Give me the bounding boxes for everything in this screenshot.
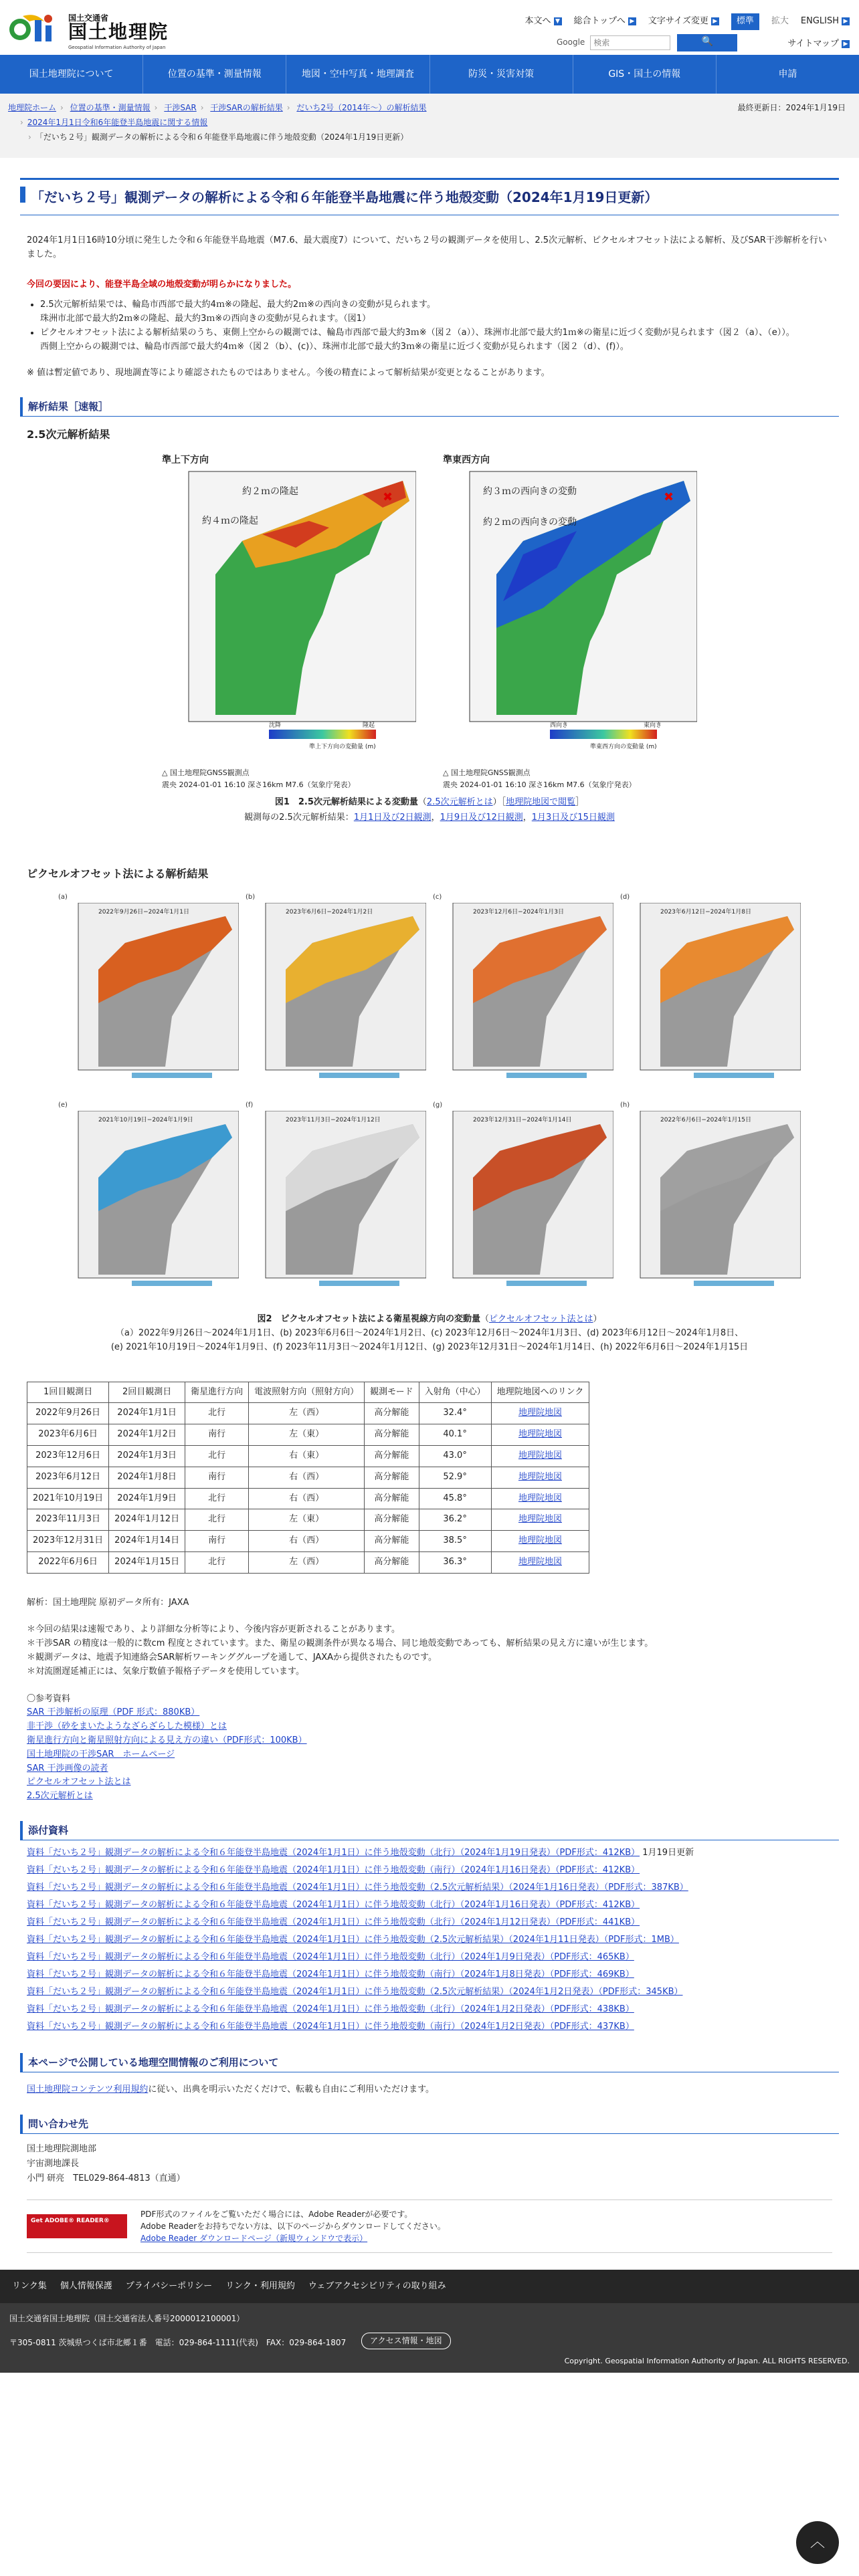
footer-links — [0, 2270, 859, 2303]
panel-tag: (d) — [620, 893, 630, 901]
arrow-right-icon: ▶ — [842, 40, 850, 48]
table-cell: 36.3° — [419, 1551, 491, 1573]
org-en-label: Geospatial Information Authority of Japan — [68, 45, 166, 50]
epicenter-icon: ✖ — [664, 490, 674, 505]
figure2-caption: 図2 ピクセルオフセット法による衛星視線方向の変動量（ピクセルオフセット法とは） — [257, 1314, 602, 1325]
pixel-offset-heading: ピクセルオフセット法による解析結果 — [27, 867, 209, 880]
figure2-panel[interactable] — [620, 1100, 801, 1297]
table-cell — [491, 1467, 589, 1488]
english-link[interactable] — [801, 15, 850, 29]
caption-text: 観測毎の2.5次元解析結果： — [244, 813, 354, 823]
panel-map — [433, 903, 613, 1083]
figure2-panel[interactable] — [246, 1100, 426, 1297]
ref-link[interactable]: SAR 干渉解析の原理（PDF 形式：880KB） — [27, 1707, 200, 1718]
breadcrumb-separator: › — [20, 118, 23, 127]
attachment-item — [27, 1844, 832, 1862]
table-cell: 南行 — [185, 1531, 249, 1552]
table-row — [27, 1531, 589, 1552]
table-cell: 2023年12月31日 — [27, 1531, 109, 1552]
attachment-item — [27, 1914, 832, 1931]
nav-item-about[interactable]: 国土地理院について — [0, 55, 143, 94]
table-cell: 右（西） — [249, 1531, 365, 1552]
adobe-reader-badge[interactable]: Get ADOBE® READER® — [27, 2214, 127, 2238]
google-label: Google — [557, 37, 585, 47]
legend-quake: 震央 2024-01-01 16:10 深さ16km M7.6（気象庁発表） — [162, 780, 355, 789]
table-cell: 2024年1月14日 — [109, 1531, 185, 1552]
figure2-dates-2: (e) 2021年10月19日〜2024年1月9日、(f) 2023年11月3日〜2024年1月12日、(g) 2023年12月31日〜2024年1月14日、(h) 2022年6月6日〜2024年1月15日 — [110, 1341, 749, 1352]
annotation-4m-uplift: 約４ｍの隆起 — [202, 516, 258, 527]
figure2-panel[interactable] — [620, 892, 801, 1089]
table-cell — [491, 1551, 589, 1573]
table-row — [27, 1445, 589, 1467]
attachment-note: 1月19日更新 — [642, 1848, 694, 1858]
gsi-map-link[interactable]: 地理院地図 — [518, 1429, 562, 1440]
summary-text: 2.5次元解析結果では、輪島市西部で最大約4ｍ※の隆起、最大約2ｍ※の西向きの変動が見られます。 — [40, 300, 436, 310]
panel-title: 2023年12月31日−2024年1月14日 — [473, 1117, 572, 1124]
panel-tag: (a) — [58, 893, 68, 901]
analysis-25d-heading: 2.5次元解析結果 — [27, 428, 110, 441]
table-cell: 高分解能 — [365, 1488, 419, 1509]
table-row — [27, 1424, 589, 1446]
table-cell: 2024年1月3日 — [109, 1445, 185, 1467]
sitemap-label: サイトマップ — [787, 39, 839, 49]
table-cell: 2024年1月8日 — [109, 1467, 185, 1488]
back-to-top-button[interactable] — [796, 2521, 839, 2564]
org-label: 国土地理院 — [68, 21, 169, 43]
attachment-item — [27, 1983, 832, 2001]
panel-title: 2022年6月6日−2024年1月15日 — [660, 1117, 751, 1124]
attachment-link[interactable]: 資料「だいち２号」観測データの解析による令和６年能登半島地震（2024年1月1日）に伴う地殻変動（南行）（2024年1月16日発表）（PDF形式：412KB） — [27, 1865, 640, 1876]
figure1-caption: 図1 2.5次元解析結果による変動量（2.5次元解析とは）［地理院地図で閲覧］ — [274, 797, 585, 808]
references-heading: 〇参考資料 — [27, 1693, 71, 1704]
breadcrumb-survey[interactable]: 位置の基準・測量情報 — [70, 103, 151, 112]
panel-title: 2021年10月19日−2024年1月9日 — [98, 1117, 193, 1124]
table-cell: 32.4° — [419, 1403, 491, 1424]
note-item: ＊観測データは、地震予知連絡会SAR解析ワーキンググループを通して、JAXAから提供されたものです。 — [27, 1652, 437, 1663]
color-scale-bar — [550, 730, 657, 739]
table-cell: 南行 — [185, 1424, 249, 1446]
adobe-download-link[interactable]: Adobe Reader ダウンロードページ（新規ウィンドウで表示） — [140, 2233, 368, 2243]
table-header: 2回目観測日 — [109, 1382, 185, 1403]
figure2-panel[interactable] — [246, 892, 426, 1089]
copyright: Copyright. Geospatial Information Authority of Japan. ALL RIGHTS RESERVED. — [564, 2357, 850, 2365]
footer-info — [0, 2303, 859, 2373]
table-row — [27, 1551, 589, 1573]
attachments-list — [27, 1844, 832, 2036]
table-cell: 左（西） — [249, 1551, 365, 1573]
link-obs-1[interactable]: 1月1日及び2日観測 — [353, 813, 432, 823]
page-title: 「だいち２号」観測データの解析による令和６年能登半島地震に伴う地殻変動（2024年1月19日更新） — [20, 178, 839, 215]
link-obs-3[interactable]: 1月3日及び15日観測 — [531, 813, 615, 823]
access-button[interactable]: アクセス情報・地図 — [361, 2333, 451, 2349]
nav-item-apply[interactable]: 申請 — [778, 68, 797, 80]
skip-to-content-link[interactable] — [525, 15, 562, 29]
panel-tag: (b) — [246, 893, 256, 901]
nav-item-maps[interactable]: 地図・空中写真・地理調査 — [286, 55, 430, 94]
breadcrumb — [0, 94, 859, 158]
gsi-map-link[interactable]: 地理院地図 — [518, 1514, 562, 1525]
figure1-eastwest — [443, 453, 697, 790]
caption-text: 図1 2.5次元解析結果による変動量 — [274, 797, 418, 808]
attachment-item — [27, 1931, 832, 1949]
observation-table — [27, 1382, 589, 1574]
table-cell: 南行 — [185, 1467, 249, 1488]
figure2-panel[interactable] — [58, 892, 239, 1089]
annotation-2m-west: 約２ｍの西向きの変動 — [483, 517, 577, 528]
font-large-button[interactable]: 拡大 — [771, 16, 789, 26]
usage-text — [27, 2083, 832, 2097]
gsi-map-link[interactable]: 地理院地図 — [518, 1450, 562, 1461]
panel-map — [620, 903, 801, 1083]
table-cell — [491, 1509, 589, 1531]
table-cell: 北行 — [185, 1509, 249, 1531]
caption-text: 図2 ピクセルオフセット法による衛星視線方向の変動量 — [257, 1314, 480, 1325]
arrow-down-icon: ▼ — [554, 17, 562, 25]
table-cell: 高分解能 — [365, 1403, 419, 1424]
legend-gnss: △ 国土地理院GNSS観測点 — [443, 768, 531, 778]
search-box — [557, 35, 757, 51]
arrow-right-icon: ▶ — [628, 17, 636, 25]
summary-text: 珠洲市北部で最大約2ｍ※の隆起、最大約3ｍ※の西向きの変動が見られます。（図1） — [40, 314, 371, 324]
table-row — [27, 1488, 589, 1509]
summary-list — [40, 298, 832, 354]
table-cell: 2023年12月6日 — [27, 1445, 109, 1467]
table-cell: 北行 — [185, 1403, 249, 1424]
attachment-link[interactable]: 資料「だいち２号」観測データの解析による令和６年能登半島地震（2024年1月1日）に伴う地殻変動（南行）（2024年1月2日発表）（PDF形式：437KB） — [27, 2022, 634, 2032]
table-cell — [491, 1531, 589, 1552]
panel-tag: (e) — [58, 1101, 68, 1109]
ref-link[interactable]: ピクセルオフセット法とは — [27, 1777, 131, 1788]
table-cell: 高分解能 — [365, 1509, 419, 1531]
panel-map — [58, 1111, 239, 1291]
search-input[interactable] — [590, 35, 670, 50]
scale-label: 準上下方向の変動量 (m) — [309, 744, 376, 751]
table-cell: 左（東） — [249, 1509, 365, 1531]
table-cell — [491, 1403, 589, 1424]
summary-text: ピクセルオフセット法による解析結果のうち、東側上空からの観測では、輪島市西部で最大約3ｍ※（図２（a））、珠洲市北部で最大約1ｍ※の衛星に近づく変動が見られます（図２（a）、（e））。 — [40, 327, 795, 338]
table-cell: 北行 — [185, 1445, 249, 1467]
panel-map — [620, 1111, 801, 1291]
table-cell: 右（東） — [249, 1445, 365, 1467]
main-content — [0, 178, 859, 2253]
breadcrumb-separator: › — [154, 103, 158, 112]
table-cell: 右（西） — [249, 1467, 365, 1488]
attachments-heading: 添付資料 — [20, 1821, 839, 1840]
eastwest-label: 準東西方向 — [443, 454, 490, 465]
table-cell: 2021年10月19日 — [27, 1488, 109, 1509]
top-links — [525, 13, 850, 30]
attachment-item — [27, 2001, 832, 2018]
chevron-up-icon: ︿ — [809, 2534, 825, 2551]
gsi-map-link[interactable]: 地理院地図 — [518, 1408, 562, 1418]
attachment-link[interactable]: 資料「だいち２号」観測データの解析による令和６年能登半島地震（2024年1月1日）に伴う地殻変動（北行）（2024年1月2日発表）（PDF形式：438KB） — [27, 2004, 634, 2015]
table-cell: 2024年1月12日 — [109, 1509, 185, 1531]
subsidence-label: 沈降 — [269, 722, 282, 730]
breadcrumb-sar[interactable]: 干渉SAR — [164, 103, 197, 112]
panel-title: 2023年6月12日−2024年1月8日 — [660, 908, 751, 916]
table-cell: 高分解能 — [365, 1531, 419, 1552]
usage-heading: 本ページで公開している地理空間情報のご利用について — [20, 2053, 839, 2072]
figure2-panel[interactable] — [433, 1100, 613, 1297]
table-row — [27, 1467, 589, 1488]
ref-link[interactable]: SAR 干渉画像の読者 — [27, 1763, 108, 1774]
gsi-map-link[interactable]: 地理院地図 — [518, 1535, 562, 1546]
attachment-item — [27, 1879, 832, 1897]
epicenter-icon: ✖ — [383, 490, 393, 505]
table-row — [27, 1509, 589, 1531]
attachment-link[interactable]: 資料「だいち２号」観測データの解析による令和６年能登半島地震（2024年1月1日）に伴う地殻変動（南行）（2024年1月8日発表）（PDF形式：469KB） — [27, 1969, 634, 1980]
font-size-link[interactable] — [648, 15, 719, 29]
west-label: 西向き — [550, 722, 569, 730]
annotation-2m-uplift: 約２ｍの隆起 — [242, 486, 298, 498]
english-label: ENGLISH — [800, 16, 839, 26]
summary-item — [40, 298, 832, 326]
link-view-map[interactable]: 地理院地図で閲覧 — [506, 797, 576, 808]
table-cell: 高分解能 — [365, 1445, 419, 1467]
intro-text: 2024年1月1日16時10分頃に発生した令和６年能登半島地震（M7.6、最大震度7）について、だいち２号の観測データを使用し、2.5次元解析、ピクセルオフセット法による解析、及びSAR干渉解析を行いました。 — [27, 235, 827, 259]
search-icon: 🔍 — [701, 36, 714, 47]
table-cell: 2023年6月12日 — [27, 1467, 109, 1488]
table-cell: 52.9° — [419, 1467, 491, 1488]
table-cell: 北行 — [185, 1488, 249, 1509]
breadcrumb-separator: › — [60, 103, 64, 112]
table-cell: 北行 — [185, 1551, 249, 1573]
references — [27, 1693, 832, 1804]
gsi-map-link[interactable]: 地理院地図 — [518, 1556, 562, 1567]
table-row — [27, 1403, 589, 1424]
contact-line: 宇宙測地課長 — [27, 2158, 80, 2169]
table-cell: 2022年9月26日 — [27, 1403, 109, 1424]
attachment-link[interactable]: 資料「だいち２号」観測データの解析による令和６年能登半島地震（2024年1月1日）に伴う地殻変動（北行）（2024年1月9日発表）（PDF形式：465KB） — [27, 1952, 634, 1963]
nav-item-disaster[interactable]: 防災・災害対策 — [430, 55, 573, 94]
site-header — [0, 0, 859, 55]
table-cell: 2024年1月9日 — [109, 1488, 185, 1509]
attachment-item — [27, 2018, 832, 2036]
home-top-label: 総合トップへ — [573, 16, 626, 26]
table-cell — [491, 1488, 589, 1509]
panel-title: 2022年9月26日−2024年1月1日 — [98, 908, 189, 916]
figure2-panel[interactable] — [58, 1100, 239, 1297]
link-pixel-offset-about[interactable]: ピクセルオフセット法とは — [489, 1314, 593, 1325]
table-cell: 高分解能 — [365, 1424, 419, 1446]
ref-link[interactable]: 2.5次元解析とは — [27, 1791, 93, 1802]
note-item: ＊今回の結果は速報であり、より詳細な分析等により、今後内容が更新されることがあります。 — [27, 1624, 400, 1635]
table-cell — [491, 1424, 589, 1446]
gsi-logo-icon — [9, 12, 64, 43]
table-cell: 2023年6月6日 — [27, 1424, 109, 1446]
breadcrumb-separator: › — [28, 132, 31, 142]
panel-title: 2023年11月3日−2024年1月12日 — [286, 1117, 381, 1124]
notes-list — [27, 1623, 832, 1679]
table-cell: 2024年1月15日 — [109, 1551, 185, 1573]
provisional-note: ※ 値は暫定値であり、現地調査等により確認されたものではありません。今後の精査によって解析結果が変更となることがあります。 — [27, 367, 550, 378]
summary-item — [40, 326, 832, 354]
breadcrumb-separator: › — [286, 103, 290, 112]
panel-map — [433, 1111, 613, 1291]
eastwest-displacement-map[interactable] — [443, 467, 697, 762]
figure2-grid — [20, 892, 839, 1297]
footer-link[interactable]: ウェブアクセシビリティの取り組み — [308, 2280, 446, 2291]
table-cell: 2024年1月1日 — [109, 1403, 185, 1424]
contact-heading: 問い合わせ先 — [20, 2115, 839, 2134]
note-item: ＊対流圏遅延補正には、気象庁数値予報格子データを使用しています。 — [27, 1666, 304, 1677]
summary-text: 西側上空からの観測では、輪島市西部で最大約4ｍ※（図２（b）、(c)）、珠洲市北部で最大約3ｍ※の衛星に近づく変動が見られます（図２（d）、(f)）。 — [40, 341, 629, 352]
contact-info — [27, 2142, 832, 2186]
attachment-item — [27, 1966, 832, 1983]
table-cell: 45.8° — [419, 1488, 491, 1509]
adobe-text: PDF形式のファイルをご覧いただく場合には、Adobe Readerが必要です。 — [140, 2209, 413, 2219]
table-cell: 40.1° — [419, 1424, 491, 1446]
table-header: 観測モード — [365, 1382, 419, 1403]
adobe-text: Adobe Readerをお持ちでない方は、以下のページからダウンロードしてください。 — [140, 2221, 446, 2231]
panel-title: 2023年12月6日−2024年1月3日 — [473, 908, 564, 916]
uplift-label: 隆起 — [363, 722, 375, 730]
table-cell: 2022年6月6日 — [27, 1551, 109, 1573]
footer-address: 〒305-0811 茨城県つくば市北郷１番 電話：029-864-1111(代表) FAX：029-864-1807 — [9, 2338, 347, 2347]
ref-link[interactable]: 衛星進行方向と衛星照射方向による見え方の違い（PDF形式：100KB） — [27, 1735, 307, 1746]
panel-tag: (h) — [620, 1101, 630, 1109]
breadcrumb-home[interactable]: 地理院ホーム — [8, 103, 57, 112]
attachment-link[interactable]: 資料「だいち２号」観測データの解析による令和６年能登半島地震（2024年1月1日）に伴う地殻変動（2.5次元解析結果）（2024年1月11日発表）（PDF形式：1MB） — [27, 1935, 679, 1945]
legend-gnss: △ 国土地理院GNSS観測点 — [162, 768, 250, 778]
table-cell: 38.5° — [419, 1531, 491, 1552]
home-top-link[interactable] — [574, 15, 636, 29]
legend-quake: 震央 2024-01-01 16:10 深さ16km M7.6（気象庁発表） — [443, 780, 636, 789]
link-obs-2[interactable]: 1月9日及び12日観測 — [440, 813, 523, 823]
skip-label: 本文へ — [524, 16, 551, 26]
sitemap-link[interactable] — [787, 37, 850, 51]
table-cell: 高分解能 — [365, 1551, 419, 1573]
site-logo[interactable] — [9, 8, 223, 49]
vertical-label: 準上下方向 — [162, 454, 209, 465]
table-cell: 36.2° — [419, 1509, 491, 1531]
ref-link[interactable]: 国土地理院の干渉SAR ホームページ — [27, 1749, 175, 1759]
gsi-map-link[interactable]: 地理院地図 — [518, 1493, 562, 1503]
gsi-map-link[interactable]: 地理院地図 — [518, 1471, 562, 1482]
footer-link[interactable]: リンク・利用規約 — [225, 2280, 295, 2291]
attachment-item — [27, 1949, 832, 1966]
table-cell — [491, 1445, 589, 1467]
attachment-link[interactable]: 資料「だいち２号」観測データの解析による令和６年能登半島地震（2024年1月1日）に伴う地殻変動（北行）（2024年1月12日発表）（PDF形式：441KB） — [27, 1917, 640, 1928]
arrow-right-icon: ▶ — [711, 17, 719, 25]
adobe-box — [27, 2199, 832, 2253]
nav-item-survey[interactable]: 位置の基準・測量情報 — [143, 55, 286, 94]
figure1-vertical — [162, 453, 416, 790]
attachment-link[interactable]: 資料「だいち２号」観測データの解析による令和６年能登半島地震（2024年1月1日）に伴う地殻変動（2.5次元解析結果）（2024年1月2日発表）（PDF形式：345KB） — [27, 1987, 683, 1998]
analysis-credit: 解析：国土地理院 原初データ所有：JAXA — [27, 1597, 189, 1608]
annotation-3m-west: 約３ｍの西向きの変動 — [483, 486, 577, 498]
footer-link[interactable]: 個人情報保護 — [60, 2280, 112, 2291]
nav-item-gis[interactable]: GIS・国土の情報 — [573, 55, 717, 94]
global-nav — [0, 55, 859, 94]
table-header-row — [27, 1382, 589, 1403]
table-cell: 右（西） — [249, 1488, 365, 1509]
contact-line: 国土地理院測地部 — [27, 2143, 97, 2154]
footer-link[interactable]: プライバシーポリシー — [125, 2280, 213, 2291]
results-heading: 解析結果［速報］ — [20, 397, 839, 417]
note-item: ＊干渉SAR の精度は一般的に数cm 程度とされています。また、衛星の観測条件が異なる場合、同じ地殻変動であっても、解析結果の見え方に違いが生じます。 — [27, 1638, 654, 1649]
table-cell: 高分解能 — [365, 1467, 419, 1488]
panel-map — [246, 1111, 426, 1291]
figure1-links: 観測毎の2.5次元解析結果：1月1日及び2日観測，1月9日及び12日観測，1月3日及び15日観測 — [244, 813, 615, 823]
panel-map — [58, 903, 239, 1083]
table-cell: 2024年1月2日 — [109, 1424, 185, 1446]
table-cell: 左（西） — [249, 1403, 365, 1424]
figure2-dates-1: （a）2022年9月26日〜2024年1月1日、(b) 2023年6月6日〜2024年1月2日、(c) 2023年12月6日〜2024年1月3日、(d) 2023年6月12日〜2024年1月8日、 — [115, 1327, 744, 1338]
table-cell: 43.0° — [419, 1445, 491, 1467]
panel-tag: (c) — [433, 893, 442, 901]
table-cell: 左（東） — [249, 1424, 365, 1446]
arrow-right-icon: ▶ — [842, 17, 850, 25]
table-header: 電波照射方向（照射方向） — [249, 1382, 365, 1403]
table-header: 入射角（中心） — [419, 1382, 491, 1403]
last-updated: 最終更新日：2024年1月19日 — [737, 103, 846, 112]
table-header: 1回目観測日 — [27, 1382, 109, 1403]
table-header: 地理院地図へのリンク — [491, 1382, 589, 1403]
font-size-label: 文字サイズ変更 — [648, 16, 708, 26]
footer-link[interactable]: リンク集 — [12, 2280, 47, 2291]
panel-tag: (f) — [246, 1101, 254, 1109]
color-scale-bar — [269, 730, 376, 739]
figure2-panel[interactable] — [433, 892, 613, 1089]
summary-heading: 今回の要因により、能登半島全域の地殻変動が明らかになりました。 — [27, 279, 297, 290]
breadcrumb-separator: › — [200, 103, 204, 112]
table-cell: 2023年11月3日 — [27, 1509, 109, 1531]
breadcrumb-daichi2[interactable]: だいち2号（2014年〜）の解析結果 — [296, 103, 427, 112]
contact-line: 小門 研亮 TEL029-864-4813（直通） — [27, 2173, 185, 2183]
font-standard-button[interactable]: 標準 — [731, 13, 759, 30]
ministry-label: 国土交通省 — [68, 13, 109, 23]
figure1 — [20, 453, 839, 790]
panel-title: 2023年6月6日−2024年1月2日 — [286, 908, 373, 916]
search-button[interactable] — [677, 34, 737, 51]
terms-link[interactable]: 国土地理院コンテンツ利用規約 — [27, 2084, 149, 2095]
usage-desc: に従い、出典を明示いただくだけで、転載も自由にご利用いただけます。 — [148, 2084, 435, 2095]
link-25d-about[interactable]: 2.5次元解析とは — [426, 797, 493, 808]
vertical-displacement-map[interactable] — [162, 467, 416, 762]
east-label: 東向き — [644, 722, 662, 730]
panel-tag: (g) — [433, 1101, 443, 1109]
breadcrumb-current: 「だいち２号」観測データの解析による令和６年能登半島地震に伴う地殻変動（2024年1月19日更新） — [35, 132, 409, 142]
panel-map — [246, 903, 426, 1083]
attachment-link[interactable]: 資料「だいち２号」観測データの解析による令和６年能登半島地震（2024年1月1日）に伴う地殻変動（北行）（2024年1月19日発表）（PDF形式：412KB） — [27, 1848, 640, 1858]
breadcrumb-noto[interactable]: 2024年1月1日令和6年能登半島地震に関する情報 — [27, 118, 208, 127]
scale-label: 準東西方向の変動量 (m) — [590, 744, 657, 751]
attachment-item — [27, 1862, 832, 1879]
attachment-link[interactable]: 資料「だいち２号」観測データの解析による令和６年能登半島地震（2024年1月1日）に伴う地殻変動（2.5次元解析結果）（2024年1月16日発表）（PDF形式：387KB） — [27, 1883, 688, 1893]
attachment-link[interactable]: 資料「だいち２号」観測データの解析による令和６年能登半島地震（2024年1月1日）に伴う地殻変動（北行）（2024年1月16日発表）（PDF形式：412KB） — [27, 1900, 640, 1911]
attachment-item — [27, 1897, 832, 1914]
breadcrumb-sar-results[interactable]: 干渉SARの解析結果 — [210, 103, 283, 112]
table-header: 衛星進行方向 — [185, 1382, 249, 1403]
footer-org: 国土交通省国土地理院（国土交通省法人番号2000012100001） — [9, 2314, 245, 2323]
ref-link[interactable]: 非干渉（砂をまいたようなざらざらした模様）とは — [27, 1721, 227, 1732]
